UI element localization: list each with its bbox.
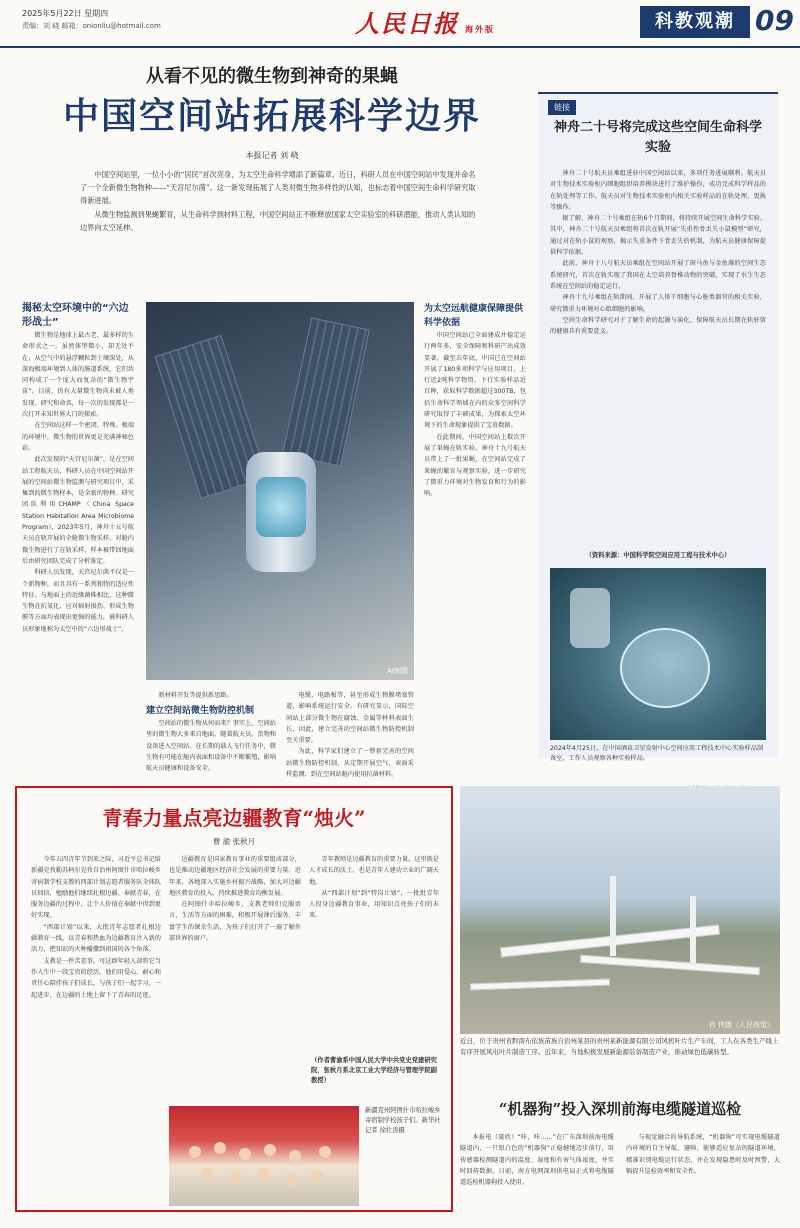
- lead-column-3: [286, 690, 414, 779]
- article-text: 今年五四青年节到来之际，习近平总书记给新疆克孜勒苏柯尔克孜自治州阿图什市哈拉峻乡寄宿制学校支教的西部计划志愿者服务队全体队员回信，勉励他们继续扎根边疆、奉献青春，在服务边疆的过程中，让个人价值在奉献中得到更好实现。 “西部计划”以来，大批青年志愿者扎根边疆教育一线，以青春和热血为边疆教育注入新的活力，把知识的火种播撒到祖国的各个角落。 支教是一件苦差事，可这群年轻人却将它当作人生中一段宝贵的经历。他们用爱心、耐心和责任心陪伴孩子们成长，与孩子们一起学习、一起进步，在边疆的土地上留下了青春的足迹。: [31, 856, 161, 999]
- lab-sample-photo: [550, 568, 766, 740]
- photo-caption: 新疆克州阿图什市哈拉峻乡寄宿制学校孩子们。新华社记者 徐壮涛摄: [365, 1107, 441, 1134]
- lead-byline: 本报记者 刘 峣: [245, 151, 299, 160]
- article-text: 新材料开发等提供新思路。: [158, 692, 233, 699]
- article-text: 本报电（聂欣）“咔，咔……”在广东深圳前海电缆隧道内，一只银白色的“机器狗”正稳健地迈步前行，用传感器检测隧道内的温度、湿度和有害气体浓度，并实时回传数据。日前，南方电网深圳供电局正式将电缆隧道巡检机器狗投入使用。: [460, 1134, 614, 1187]
- wind-blade-photo: [460, 786, 780, 1034]
- page-header: [0, 0, 800, 48]
- story-title: “机器狗”投入深圳前海电缆隧道巡检: [498, 1100, 742, 1118]
- masthead-logo: 人民日报 海外版: [355, 9, 495, 38]
- lead-column-4: [424, 302, 526, 774]
- article-text: 空间站的微生物从何而来？事实上，空间站里的微生物大多来自地面，随着航天员、货物和设备进入空间站。在长期的载人飞行任务中，微生物有可能在舱内表面和设备中不断繁殖，影响航天员健康和设备安全。: [146, 720, 276, 773]
- space-station-illustration: [146, 302, 414, 680]
- photo-credit: AI制图: [387, 667, 408, 675]
- students-photo: [169, 1106, 359, 1206]
- feature-authors: 曹 渝 张秋月: [212, 837, 256, 846]
- article-text: 微生物是地球上最古老、最多样的生命形式之一。虽然体型微小，却无处不在，从空气中的悬浮颗粒到土壤深处，从深海极端环境到人体的肠道系统，它们共同构成了一个庞大而复杂的“微生物宇宙”。目前，仍有大量微生物尚未被人类发现、研究和命名，每一次的发现都是一次打开未知世界大门的探索。 在空间站这样一个密闭、特殊、极端的环境中，微生物的世界更是充满神秘色彩。 此次发现的“天宫尼尔菌”，是在空间站工程航天员，科研人员在中国空间站开展的空间站微生物监测与研究项目中，采集到的微生物样本，是全新的物种。研究团队利用CHAMP（China Space Station Habitation Area Microbiome Program），2023年5月，神舟十五号航天员在轨开展的全舱微生物采样，对舱内微生物进行了在轨采样，样本被带回地面后由研究团队完成了分析鉴定。 科研人员发现，天宫尼尔菌不仅是一个新物种，而且具有一系列独特的适应性特征。与地面上的近缘菌株相比，这种微生物在抗氧化、应对辐射损伤、形成生物膜等方面均表现出更强的能力，被科研人员形象地称为太空中的“六边形战士”。: [22, 332, 134, 633]
- article-text: 电缆、电路板等，甚至形成生物膜堵塞管道，影响系统运行安全。有研究显示，国际空间站上部分微生物在腐蚀、金属等材料表面生长，因此，建立完善的空间站微生物防控机制至关重要。 为此，科学家们建立了一整套完善的空间站微生物防控机制，从定期开展空气、表面采样监测，到在空间站舱内使用抗菌材料。: [286, 692, 414, 779]
- sidebar-title: 神舟二十号将完成这些空间生命科学实验: [553, 120, 762, 155]
- intro-paragraph: 中国空间站里，一位小小的“居民”首次亮身，为太空生命科学增添了新篇章。近日，科研人员在中国空间站中发现并命名了一个全新微生物物种——“天宫尼尔菌”。这一新发现拓展了人类对微生物多样性的认知，也标志着中国空间生命科学研究取得新进展。: [80, 170, 476, 205]
- sidebar-text: 神舟二十号航天员乘组进驻中国空间站以来，多项任务进展顺利。航天员对生物技术实验柜内细胞组织培养模块进行了维护操作，成功完成科学样品的在轨处理等工作。航天员对生物技术实验柜内相关实验样品的在轨处理、更换等操作。 据了解，神舟二十号乘组在轨6个月期间，将持续开展空间生命科学实验。其中，神舟二十号航天员乘组将首次在轨开展“失重性骨丢失小鼠模型”研究，通过对在轨小鼠的观察，揭示失重条件下骨丢失的机制，为航天员健康保障提供科学依据。 此前，神舟十八号航天员乘组在空间站开展了斑马鱼与金鱼藻的空间生态系统研究，首次在轨实现了我国在太空培养脊椎动物的突破，实现了水生生态系统在空间站的稳定运行。 神舟十九号乘组在轨期间，开展了人体干细胞与心脏类器官的相关实验，研究微重力环境对心肌细胞的影响。 空间生命科学研究对于了解生命的起源与演化、保障航天员长期在轨驻留的健康具有重要意义。: [550, 170, 766, 336]
- issue-date: 2025年5月22日 星期四: [22, 9, 109, 18]
- intro-paragraph: 从微生物监测到果蝇繁育，从生命科学到材料工程，中国空间站正不断释放国家太空实验室的科研潜能，推动人类认知的边界向太空延伸。: [80, 210, 476, 232]
- article-text: 中国空间站已全面建成并稳定运行两年多，安全保障和科研产出成效显著。截至去年底，中国已在空间站开展了180多项科学与应用项目，上行近2吨科学物资，下行实验样品近百种，获取科学数据超过300TB，包括生命科学领域在内的众多空间科学研究取得了丰硕成果，为探索太空环境下的生命现象提供了宝贵数据。 在此期间，中国空间站上数次开展了果蝇在轨实验。神舟十九号航天员带上了一批果蝇，在空间站完成了果蝇的繁育与观察实验，进一步研究了微重力环境对生物发育和行为的影响。: [424, 332, 526, 498]
- photo-credit: 肖 伟摄（人民视觉）: [708, 1021, 774, 1029]
- lead-headline: 中国空间站拓展科学边界: [62, 95, 481, 137]
- subheading: 揭秘太空环境中的“六边形战士”: [22, 303, 129, 328]
- article-text: 边疆教育是国家教育事业的重要组成部分，也是推动边疆地区经济社会发展的重要力量。近年来，各地深入实施乡村振兴战略，加大对边疆地区教育的投入，持续推进教育均衡发展。 在阿图什市哈拉峻乡，支教老师们克服语言、生活等方面的困难，积极开展课后服务，丰富学生的课余生活，为孩子们打开了一扇了解外部世界的窗户。: [169, 856, 301, 943]
- editor-line: 责编：刘 峣 邮箱：onionliu@hotmail.com: [22, 22, 161, 30]
- article-text: 与视觉融合的导航系统，“机器狗”可实现电缆隧道内环境的自主导航、避障，能够适应复杂的隧道环境，精准识别电缆运行状态，并在发现隐患时及时预警，大幅提升巡检效率和安全性。: [626, 1134, 780, 1175]
- article-text: 青年教师是边疆教育的重要力量。这里既是人才成长的沃土，也是青年人建功立业的广阔天地。 从“西部计划”到“特岗计划”，一批批青年人投身边疆教育事业，用知识点亮孩子们的未来。: [309, 856, 439, 920]
- photo-caption: 近日，位于贵州省黔南布依族苗族自治州某县的贵州某新能源有限公司风机叶片生产车间，工人在各类生产线上有序开展风电叶片制造工序。近年来，当地积极发展新能源装备制造产业，推动绿色低碳转型。: [460, 1037, 779, 1056]
- lead-kicker: 从看不见的微生物到神奇的果蝇: [146, 66, 398, 87]
- sidebar-box: [538, 92, 778, 762]
- feature-box: [15, 786, 453, 1212]
- lead-intro: [80, 168, 480, 235]
- author-note: （作者曹渝系中国人民大学中共党史党建研究院，张秋月系北京工业大学经济与管理学院副教授）: [311, 1057, 437, 1084]
- subheading: 建立空间站微生物防控机制: [146, 706, 255, 716]
- robot-story: [460, 1098, 780, 1187]
- feature-title: 青春力量点亮边疆教育“烛火”: [102, 806, 366, 830]
- section-title: 科教观潮: [640, 6, 750, 38]
- photo-caption: 2024年4月25日，在中国酒泉卫星发射中心空间应用工程技术中心实验样品制备室，工作人员观察各种实验样品。: [550, 745, 764, 762]
- page-number: 09: [755, 4, 794, 37]
- sidebar-source: （资料来源：中国科学院空间应用工程与技术中心）: [585, 552, 731, 559]
- sidebar-label: 链接: [548, 100, 576, 115]
- lead-column-1: [22, 302, 134, 776]
- subheading: 为太空远航健康保障提供科学依据: [424, 304, 524, 328]
- lead-column-2: [146, 690, 276, 790]
